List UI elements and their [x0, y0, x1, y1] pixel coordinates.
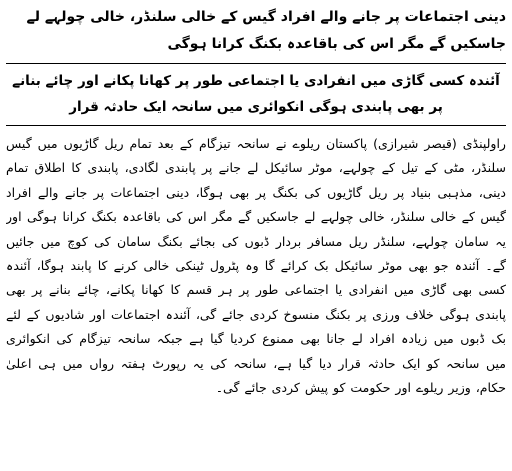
article-subheadline: آئندہ کسی گاڑی میں انفرادی یا اجتماعی طور پر کھانا پکانے اور چائے بنانے پر بھی پابندی ہوگی انکوائری میں سانحہ ایک حادثہ قرار: [12, 73, 500, 115]
article-dateline: راولپنڈی (قیصر شیرازی): [373, 136, 506, 151]
headline-divider: [6, 63, 506, 64]
article-body: [6, 132, 506, 424]
article-headline: دینی اجتماعات پر جانے والے افراد گیس کے خالی سلنڈر، خالی چولہے لے جاسکیں گے مگر اس کی باقاعدہ بکنگ کرانا ہوگی: [26, 9, 506, 52]
article-body-text: پاکستان ریلوے نے سانحہ تیزگام کے بعد تمام ریل گاڑیوں میں گیس سلنڈر، مٹی کے تیل کے چولہے، موٹر سائیکل لے جانے پر پابندی لگادی، پابندی کا اطلاق تمام دینی، مذہبی بنیاد پر ریل گاڑیوں کی بکنگ پر بھی ہوگا، دینی اجتماعات پر جانے والے افراد گیس کے خالی سلنڈر، خالی چولہے لے جاسکیں گے مگر اس کی باقاعدہ بکنگ کرانا ہوگی اور یہ سامان چولہے، سلنڈر ریل مسافر بردار ڈبوں کی بجائے بکنگ سامان کی کوچ میں جائیں گے۔ آئندہ جو بھی موٹر سائیکل بک کرائے گا وہ پٹرول ٹینکی خالی کرنے کا پابند ہوگا، آئندہ کسی بھی گاڑی میں انفرادی یا اجتماعی طور پر ہر قسم کا کھانا پکانے، چائے بنانے پر بھی پابندی ہوگی خلاف ورزی پر بکنگ منسوخ کردی جائے گی، آئندہ اجتماعات اور شادیوں کے لئے بک ڈبوں میں زیادہ افراد لے جانا بھی ممنوع کردیا گیا ہے جبکہ سانحہ تیزگام کی انکوائری میں سانحہ کو ایک حادثہ قرار دیا گیا ہے، سانحہ کی یہ رپورٹ ہفتہ رواں میں ہی اعلیٰ حکام، وزیر ریلوے اور حکومت کو پیش کردی جائے گی۔: [6, 136, 506, 396]
subheadline-divider: [6, 125, 506, 126]
